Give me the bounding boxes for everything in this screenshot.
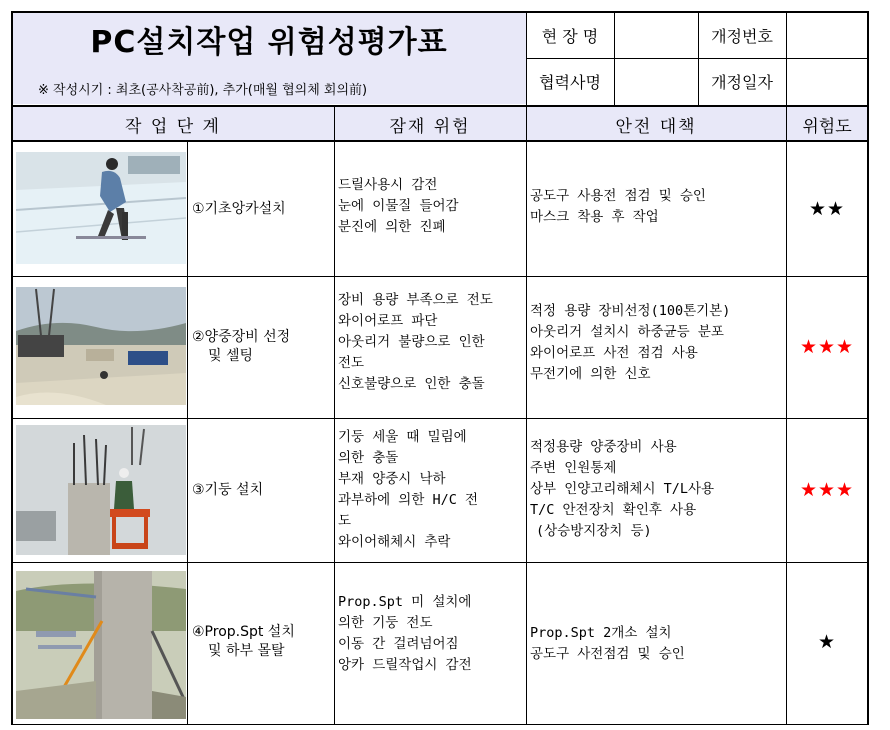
hazard-line: 드릴사용시 감전 <box>338 177 438 193</box>
measure-cell <box>530 437 784 547</box>
hazard-cell <box>338 290 524 408</box>
step-line: 및 하부 몰탈 <box>208 643 285 659</box>
column-header-risk: 위험도 <box>786 107 868 141</box>
measure-line: Prop.Spt 2개소 설치 <box>530 625 672 641</box>
measure-line: 공도구 사용전 점검 및 승인 <box>530 188 706 204</box>
step-text <box>192 200 334 219</box>
risk-rating: ★★ <box>808 198 846 220</box>
column-header-step: 작 업 단 계 <box>12 107 334 141</box>
worker-drilling-photo <box>16 152 186 264</box>
revision-no-label: 개정번호 <box>711 26 773 46</box>
step-cell <box>188 276 334 418</box>
partner-value[interactable] <box>614 58 698 104</box>
hazard-line: 와이어해체시 추락 <box>338 534 451 550</box>
hazard-cell <box>338 175 524 265</box>
step-line: ④Prop.Spt 설치 <box>192 624 295 640</box>
measure-line: T/C 안전장치 확인후 사용 <box>530 502 697 518</box>
site-name-label: 현 장 명 <box>541 26 599 46</box>
hazard-line: 분진에 의한 진폐 <box>338 219 446 235</box>
hazard-line: 장비 용량 부족으로 전도 <box>338 292 493 308</box>
step-line: ③기둥 설치 <box>192 481 264 498</box>
hazard-line: 이동 간 걸려넘어짐 <box>338 636 459 652</box>
step-text <box>192 328 334 366</box>
column-install-photo <box>16 425 186 555</box>
measure-line: 아웃리거 설치시 하중균등 분포 <box>530 324 724 340</box>
hazard-line: 의한 기둥 전도 <box>338 615 433 631</box>
hazard-line: 전도 <box>338 355 365 371</box>
measure-line: (상승방지장치 등) <box>536 523 652 539</box>
hazard-line: 도 <box>338 513 352 529</box>
revision-date-value[interactable] <box>786 58 868 104</box>
partner-label: 협력사명 <box>539 72 601 92</box>
measure-line: 무전기에 의한 신호 <box>530 366 651 382</box>
measure-line: 와이어로프 사전 점검 사용 <box>530 345 698 361</box>
document-subtitle: ※ 작성시기 : 최초(공사착공前), 추가(매월 협의체 회의前) <box>38 83 368 98</box>
hazard-line: 앙카 드릴작업시 감전 <box>338 657 472 673</box>
measure-line: 공도구 사전점검 및 승인 <box>530 646 685 662</box>
hazard-line: 과부하에 의한 H/C 전 <box>338 492 479 508</box>
revision-date-label: 개정일자 <box>711 72 773 92</box>
measure-cell <box>530 623 784 671</box>
revision-no-value[interactable] <box>786 12 868 58</box>
step-cell <box>188 142 334 276</box>
hazard-line: 부재 양중시 낙하 <box>338 471 446 487</box>
step-text <box>192 623 334 661</box>
hazard-line: 눈에 이물질 들어감 <box>338 198 459 214</box>
crane-setup-photo <box>16 287 186 405</box>
step-line: 및 셀팅 <box>208 348 254 364</box>
risk-rating: ★★★ <box>799 479 855 501</box>
measure-cell <box>530 301 784 397</box>
step-line: ②양중장비 선정 <box>192 329 291 345</box>
hazard-line: 기둥 세울 때 밀림에 <box>338 429 467 445</box>
column-header-hazard: 잠재 위험 <box>334 107 526 141</box>
step-cell <box>188 562 334 722</box>
measure-line: 상부 인양고리해체시 T/L사용 <box>530 481 715 497</box>
prop-support-photo <box>16 571 186 719</box>
hazard-line: 아웃리거 불량으로 인한 <box>338 334 485 350</box>
measure-line: 주변 인원통제 <box>530 460 617 476</box>
risk-rating: ★ <box>817 631 837 653</box>
hazard-line: 의한 충돌 <box>338 450 399 466</box>
measure-line: 마스크 착용 후 작업 <box>530 209 659 225</box>
measure-cell <box>530 186 784 246</box>
document-title: PC설치작업 위험성평가표 <box>90 25 448 60</box>
measure-line: 적정용량 양중장비 사용 <box>530 439 677 455</box>
step-text <box>192 481 334 500</box>
column-header-measure: 안전 대책 <box>526 107 786 141</box>
hazard-line: Prop.Spt 미 설치에 <box>338 594 472 610</box>
measure-line: 적정 용량 장비선정(100톤기본) <box>530 303 731 319</box>
step-line: ①기초앙카설치 <box>192 200 286 217</box>
hazard-cell <box>338 592 524 684</box>
hazard-line: 신호불량으로 인한 충돌 <box>338 376 485 392</box>
hazard-line: 와이어로프 파단 <box>338 313 438 329</box>
step-cell <box>188 418 334 562</box>
risk-rating: ★★★ <box>799 336 855 358</box>
site-name-value[interactable] <box>614 12 698 58</box>
hazard-cell <box>338 427 524 557</box>
